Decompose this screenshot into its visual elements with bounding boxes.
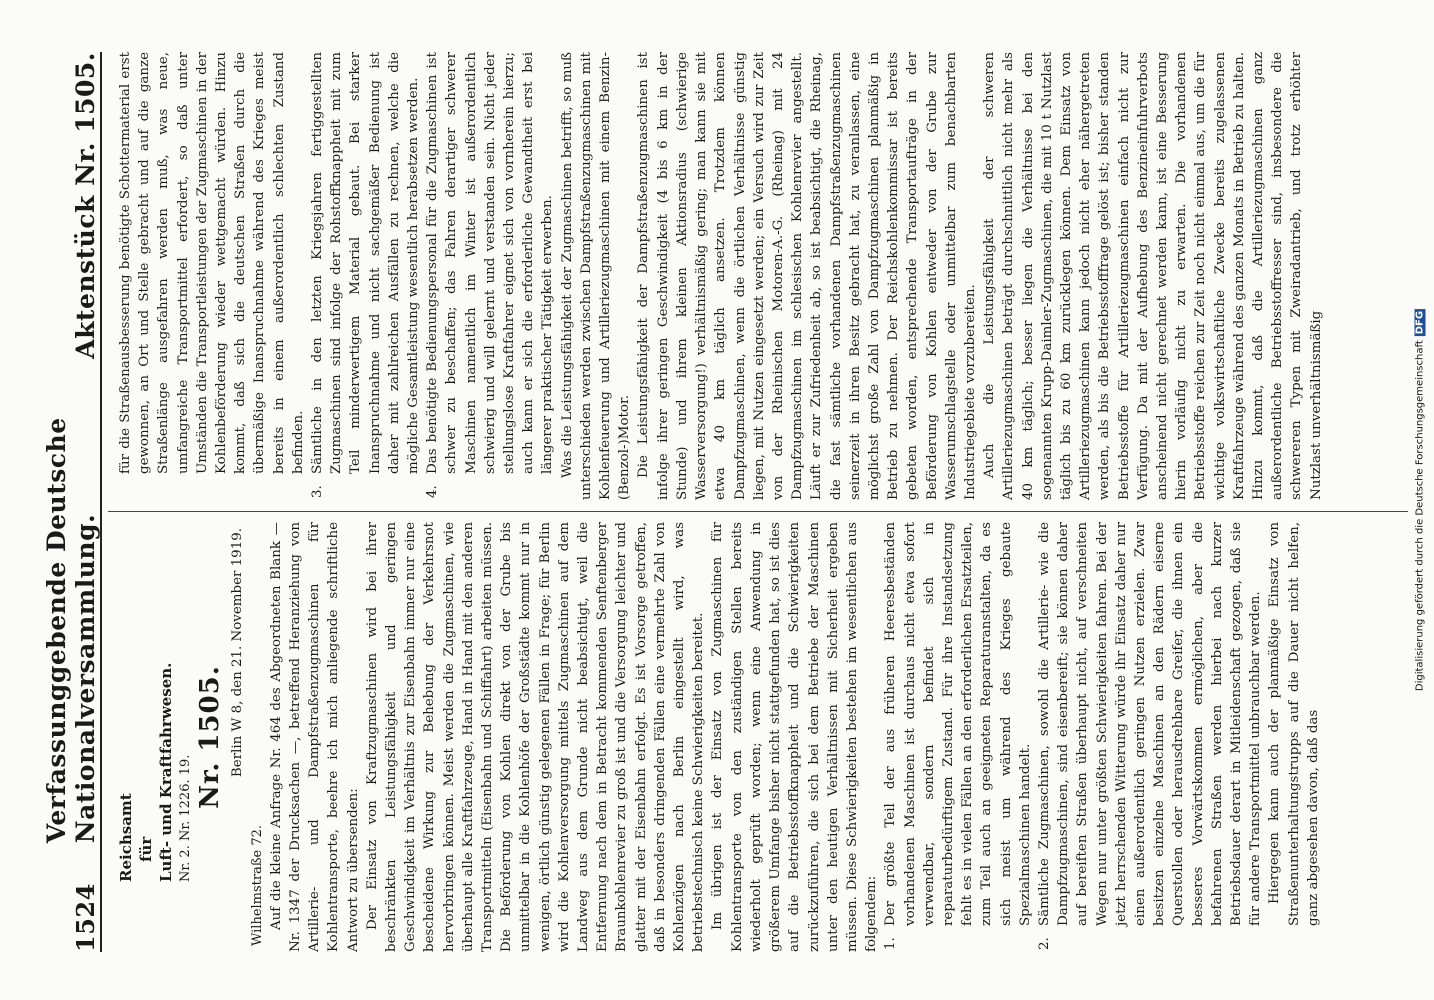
column-divider [108,511,1408,512]
date-line: Berlin W 8, den 21. November 1919. [230,528,246,778]
paragraph: Im übrigen ist der Einsatz von Zugmaschinen für Kohlentransporte von den zuständigen Stellen bereits wiederholt geprüft worden; wenn eine Anwendung in größerem Umfange bisher nicht stattgefunden hat, so ist dies auf die Betriebsstoffknappheit und die Schwierigkeiten zurückzuführen, die sich bei dem Betriebe der Maschinen unter den heutigen Verhältnissen mit Sicherheit ergeben müssen. Diese Schwierigkeiten bestehen im wesentlichen aus folgendem: [710,522,880,952]
paragraph: Der Einsatz von Kraftzugmaschinen wird bei ihrer beschränkten Leistungsfähigkeit und geringen Geschwindigkeit im Verhältnis zur Eisenbahn immer nur eine bescheidene Wirkung zur Behebung der Verkehrsnot hervorbringen können. Meist werden die Zugmaschinen, wie überhaupt alle Kraftfahrzeuge, Hand in Hand mit den anderen Transportmitteln (Eisenbahn und Schiffahrt) arbeiten müssen. Die Beförderung von Kohlen direkt von der Grube bis unmittelbar in die Kohlenhöfe der Großstädte kommt nur in wenigen, örtlich günstig gelegenen Fällen in Frage; für Berlin wird die Kohlenversorgung mittels Zugmaschinen auf dem Landweg aus dem Grunde nicht beabsichtigt, weil die Entfernung nach dem in Betracht kommenden Senftenberger Braunkohlenrevier zu groß ist und die Versorgung leichter und glatter mit der Eisenbahn erfolgt. Es ist Vorsorge getroffen, daß in besonders dringenden Fällen eine vermehrte Zahl von Kohlenzügen nach Berlin eingestellt wird, was betriebstechnisch keine Schwierigkeiten bereitet. [364,522,707,952]
paragraph: Auf die kleine Anfrage Nr. 464 des Abgeordneten Blank — Nr. 1347 der Drucksachen —, betreffend Heranziehung von Artillerie- und Dampfstraßenzugmaschinen für Kohlentransporte, beehre ich mich anliegende schriftliche Antwort zu übersenden: [268,522,361,952]
numbered-item [308,52,423,500]
paragraph: Was die Leistungsfähigkeit der Zugmaschinen betrifft, so muß unterschieden werden zwischen Dampfstraßenzugmaschinen mit Kohlenfeuerung und Artilleriezugmaschinen mit einem Benzin-(Benzol-)Motor. [559,52,633,500]
right-column [116,52,1326,500]
item-number: 1. [883,937,899,950]
paragraph: Hiergegen kann auch der planmäßige Einsatz von Straßenunterhaltungstrupps auf die Dauer nicht helfen, ganz abgesehen davon, daß das [1267,522,1321,926]
paragraph: Auch die Leistungsfähigkeit der schweren Artilleriezugmaschinen beträgt durchschnittlich nicht mehr als 40 km täglich; besser liegen die Verhältnisse bei den sogenannten Krupp-Daimler-Zugmaschinen, die mit 10 t Nutzlast täglich bis zu 60 km zurücklegen können. Dem Einsatz von Artilleriezugmaschinen kann jedoch nicht eher nähergetreten werden, als bis die Betriebsstofffrage gelöst ist; bisher standen Betriebsstoffe für Artilleriezugmaschinen einfach nicht zur Verfügung. Da mit der Aufhebung des Benzineinfuhrverbots anscheinend nicht gerechnet werden kann, ist eine Besserung hierin vorläufig nicht zu erwarten. Die vorhandenen Betriebsstoffe reichen zur Zeit noch nicht einmal aus, um die für wichtige volkswirtschaftliche Zwecke bereits zugelassenen Kraftfahrzeuge während des ganzen Monats in Betrieb zu halten. Hinzu kommt, daß die Artilleriezugmaschinen ganz außerordentliche Betriebsstoffresser sind, insbesondere die schwereren Typen mit Zweiradantrieb, und trotz erhöhter Nutzlast unverhältnismäßig [982,52,1324,500]
dfg-logo: DFG [1414,310,1426,335]
item-number: 2. [1036,937,1052,950]
numbered-item [423,52,557,500]
page-number: 1524 [71,883,100,952]
reference-number: Nr. 2. Nr. 1226. 19. [178,754,193,882]
page-header [42,52,102,952]
sender-line: Luft- und Kraftfahrwesen. [157,662,175,882]
running-title: Verfassunggebende Deutsche Nationalversammlung. [42,417,100,844]
digitization-credit [1415,309,1426,691]
paragraph: Die Leistungsfähigkeit der Dampfstraßenzugmaschinen ist infolge ihrer geringen Geschwindigkeit (4 bis 6 km in der Stunde) und ihrem kleinen Aktionsradius (schwierige Wasserversorgung!) verhältnismäßig gering; man kann sie mit etwa 40 km täglich ansetzen. Trotzdem können Dampfzugmaschinen, wenn die örtlichen Verhältnisse günstig liegen, mit Nutzen eingesetzt werden; ein Versuch wird zur Zeit von der Rheinischen Motoren-A.-G. (Rheinag) mit 24 Dampfzugmaschinen im schlesischen Kohlenrevier angestellt. Läuft er zur Zufriedenheit ab, so ist beabsichtigt, die Rheinag, die fast sämtliche vorhandenen Dampfstraßenzugmaschinen seinerzeit in ihren Besitz gebracht hat, zu veranlassen, eine möglichst große Zahl von Dampfzugmaschinen planmäßig in Betrieb zu nehmen. Der Reichskohlenkommissar ist bereits gebeten worden, entsprechende Transportaufträge in der Beförderung von Kohlen entweder von der Grube zur Wasserumschlagstelle oder unmittelbar zum benachbarten Industriegebiete vorzubereiten. [636,52,978,500]
address-line: Wilhelmstraße 72. [249,824,265,946]
numbered-item [881,522,1035,952]
document-heading: Nr. 1505. [195,665,226,809]
item-text: Sämtliche Zugmaschinen, sowohl die Artillerie- wie die Dampfzugmaschinen, sind eisenbereift; sie können daher auf bereiften Straßen überhaupt nicht, auf verschneiten Wegen nur unter größten Schwierigkeiten fahren. Bei der jetzt herrschenden Witterung würde ihr Einsatz daher nur einen außerordentlich geringen Nutzen erzielen. Zwar besitzen einzelne Maschinen an den Rädern eiserne Querstollen oder herausdrehbare Greifer, die ihnen ein besseres Vorwärtskommen ermöglichen, aber die befahrenen Straßen werden hierbei nach kurzer Betriebsdauer derart in Mitleidenschaft gezogen, daß sie für andere Transportmittel unbrauchbar werden. [1036,522,1264,926]
item-number: 4. [425,485,441,498]
item-text: Das benötigte Bedienungspersonal für die Zugmaschinen ist schwer zu beschaffen; das Fahren derartiger schwerer Maschinen namentlich im Winter ist außerordentlich schwierig und will gelernt und verstanden sein. Nicht jeder stellungslose Kraftfahrer eignet sich von vornherein hierzu; auch kann er sich die erforderliche Gewandtheit erst bei längerer praktischer Tätigkeit erwerben. [425,52,556,474]
item-text: Der größte Teil der aus früheren Heeresbeständen vorhandenen Maschinen ist durchaus nicht etwa sofort verwendbar, sondern befindet sich in reparaturbedürftigem Zustand. Für ihre Instandsetzung fehlt es in vielen Fällen an den erforderlichen Ersatzteilen, zum Teil auch an geeigneten Reparaturanstalten, da es sich meist um während des Krieges gebaute Spezialmaschinen handelt. [883,522,1033,926]
sender-block [116,522,176,882]
document-number: Aktenstück Nr. 1505. [71,52,100,359]
item-number: 3. [310,485,326,498]
left-column [116,522,1323,952]
numbered-item [1035,522,1265,952]
paragraph: für die Straßenausbesserung benötigte Schottermaterial erst gewonnen, an Ort und Stelle gebracht und auf die ganze Straßenlänge ausgefahren werden muß, was neue, umfangreiche Transportmittel erfordert, so daß unter Umständen die Transportleistungen der Zugmaschinen in der Kohlenbeförderung wieder wettgemacht würden. Hinzu kommt, daß sich die deutschen Straßen durch die übermäßige Inanspruchnahme während des Krieges meist bereits in einem außerordentlich schlechten Zustand befinden. [118,52,306,474]
credit-text: Digitalisierung gefördert durch die Deutsche Forschungsgemeinschaft [1414,340,1426,692]
sender-line: Reichsamt [117,793,135,882]
item-text: Sämtliche in den letzten Kriegsjahren fertiggestellten Zugmaschinen sind infolge der Rohstoffknappheit mit zum Teil minderwertigem Material gebaut. Bei starker Inanspruchnahme und nicht sachgemäßer Bedienung ist daher mit zahlreichen Ausfällen zu rechnen, welche die mögliche Gesamtleistung wesentlich herabsetzen werden. [310,52,422,474]
sender-line: für [137,836,155,862]
rotated-page [42,52,1420,952]
